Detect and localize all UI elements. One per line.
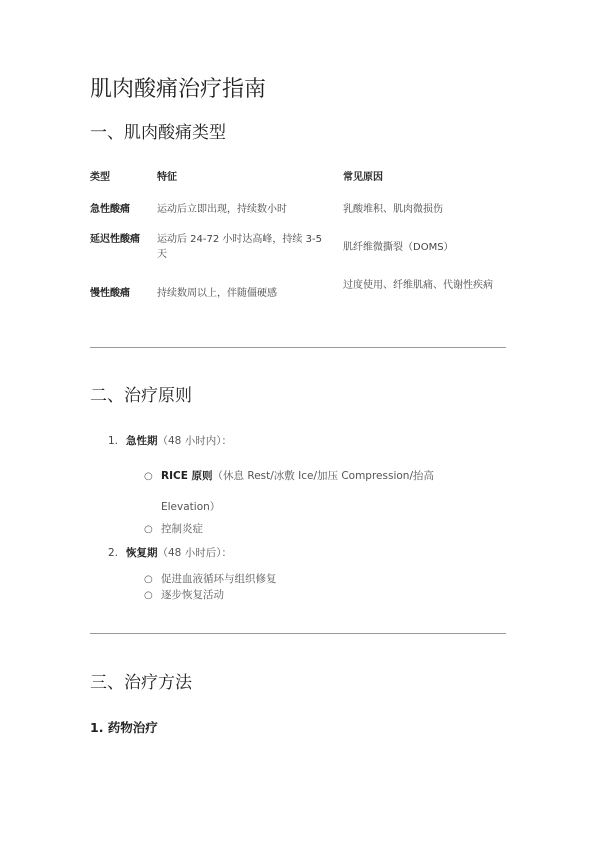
circle-bullet-icon: ○ bbox=[144, 471, 153, 482]
sub-item-text: （休息 Rest/冰敷 Ice/加压 Compression/抬高 bbox=[212, 470, 434, 482]
list-item-recovery bbox=[108, 545, 232, 560]
list-number: 2. bbox=[108, 547, 119, 559]
table-header-type: 类型 bbox=[90, 172, 110, 183]
sub-item-activity: 逐步恢复活动 bbox=[161, 589, 224, 601]
sub-item-inflammation: 控制炎症 bbox=[161, 523, 203, 535]
table-cell-cause: 肌纤维微撕裂（DOMS） bbox=[343, 242, 454, 253]
circle-bullet-icon: ○ bbox=[144, 590, 153, 601]
table-header-feature: 特征 bbox=[157, 172, 177, 183]
table-cell-feature: 运动后 24-72 小时达高峰，持续 3-5 天 bbox=[157, 234, 322, 260]
circle-bullet-icon: ○ bbox=[144, 574, 153, 585]
list-item-label: 恢复期 bbox=[126, 547, 158, 559]
table-cell-cause: 过度使用、纤维肌痛、代谢性疾病 bbox=[343, 280, 493, 291]
table-cell-type: 急性酸痛 bbox=[90, 204, 130, 215]
circle-bullet-icon: ○ bbox=[144, 524, 153, 535]
sub-item-rice-continued: Elevation） bbox=[161, 501, 221, 513]
table-cell-feature: 持续数周以上，伴随僵硬感 bbox=[157, 288, 277, 299]
sub-item-rice bbox=[161, 468, 434, 483]
list-item-note: （48 小时后）： bbox=[157, 547, 232, 559]
table-cell-feature: 运动后立即出现，持续数小时 bbox=[157, 204, 287, 215]
table-cell-type: 慢性酸痛 bbox=[90, 288, 130, 299]
section-divider bbox=[90, 347, 506, 348]
sub-item-bold: RICE 原则 bbox=[161, 470, 213, 482]
list-number: 1. bbox=[108, 435, 119, 447]
section-heading-principles: 二、治疗原则 bbox=[90, 386, 192, 406]
section-heading-methods: 三、治疗方法 bbox=[90, 673, 192, 693]
section-heading-types: 一、肌肉酸痛类型 bbox=[90, 123, 226, 143]
list-item-acute bbox=[108, 433, 232, 448]
table-cell-type: 延迟性酸痛 bbox=[90, 234, 140, 245]
table-header-cause: 常见原因 bbox=[343, 172, 383, 183]
section-divider bbox=[90, 633, 506, 634]
sub-item-circulation: 促进血液循环与组织修复 bbox=[161, 573, 277, 585]
table-cell-cause: 乳酸堆积、肌肉微损伤 bbox=[343, 204, 443, 215]
list-item-note: （48 小时内）： bbox=[157, 435, 232, 447]
page-title: 肌肉酸痛治疗指南 bbox=[90, 77, 267, 102]
list-item-label: 急性期 bbox=[126, 435, 158, 447]
subheading-medication: 1. 药物治疗 bbox=[90, 720, 158, 735]
